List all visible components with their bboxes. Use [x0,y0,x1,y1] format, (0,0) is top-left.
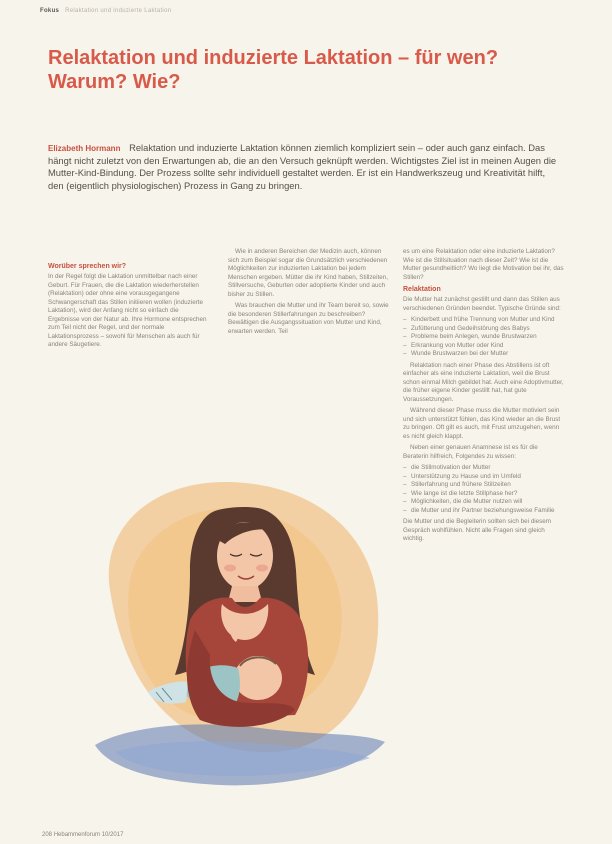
body-paragraph: In der Regel folgt die Laktation unmittelbar nach einer Geburt. Für Frauen, die die Laktation wiederherstellen (Relaktation) oder ohne eine vorausgegangene Schwangerschaft das Stillen initiieren wollen (induzierte Laktation), wird der Anfang nicht so einfach die Ergebnisse von der Natur ab. Ihre Hormone entsprechen zum Teil nicht der Regel, und der normale Laktationsprozess – sowohl für Menschen als auch für andere Säugetiere. [48,273,207,348]
list-item: – Wie lange ist die letzte Stillphase her? [403,490,565,499]
page-number: 208 [42,832,53,838]
body-paragraph: Was brauchen die Mutter und ihr Team bereit so, sowie die besonderen Stillerfahrungen zu beschreiben? Bewältigen die Ausgangssituation von Mutter und Kind, erwarten werden. Teil [228,302,389,335]
body-paragraph: es um eine Relaktation oder eine induzierte Laktation? Wie ist die Stillsituation nach dieser Zeit? Wie ist die Mutter gesundheitlich? Wo liegt die Motivation bei ihr, das Stillen? [403,248,564,281]
list-item: – die Mutter und ihr Partner beziehungsweise Familie [403,507,565,516]
page-footer [42,832,123,838]
column-1 [48,262,210,353]
column-3 [403,248,565,547]
author-name: Elizabeth Hormann [48,144,121,153]
body-paragraph: Neben einer genauen Anamnese ist es für die Beraterin hilfreich, Folgendes zu wissen: [403,444,538,460]
issue: 10/2017 [101,832,124,838]
list-item: – die Stillmotivation der Mutter [403,464,565,473]
body-paragraph: Wie in anderen Bereichen der Medizin auch, können sich zum Beispiel sogar die Grundsätzlich verschiedenen Möglichkeiten zur induzierten Laktation bei jedem Menschen ergeben. Mütter die ihr Kind haben, Stillzeiten, Stillversuche, Geburten oder adoptierte Kinder und auch bisher zu Stillen. [228,248,388,298]
breastfeeding-illustration [90,470,390,790]
section-label: Fokus [40,8,60,14]
section-heading: Relaktation [403,286,441,293]
body-paragraph: Relaktation nach einer Phase des Abstillens ist oft einfacher als eine induzierte Laktation, weil die Brust schon einmal Milch gebildet hat. Auch eine Adoptivmutter, die früher eigene Kinder gestillt hat, hat gute Voraussetzungen. [403,361,564,403]
list-item: – Kinderbett und frühe Trennung von Mutter und Kind [403,316,565,325]
bullet-list [403,316,565,359]
lead-text: Relaktation und induzierte Laktation können ziemlich kompliziert sein – oder auch ganz einfach. Das hängt nicht zuletzt von den Erwartungen ab, die an den Versuch geknüpft werden. Wichtigstes Ziel ist in meinen Augen die Mutter-Kind-Bindung. Der Prozess sollte sehr individuell gestaltet werden. Er ist ein Handwerkszeug und Kreativität hilft, den (eigentlich physiologischen) Prozess in Gang zu bringen. [48,142,557,191]
body-paragraph: Während dieser Phase muss die Mutter motiviert sein und sich unterstützt fühlen, das Kind wieder an die Brust zu bringen. Oft gilt es auch, mit Frust umzugehen, wenn es nicht gleich klappt. [403,407,561,440]
magazine-name: Hebammenforum [53,832,101,838]
bullet-list [403,464,565,515]
section-heading: Worüber sprechen wir? [48,263,127,270]
list-item: – Stillerfahrung und frühere Stillzeiten [403,481,565,490]
list-item: – Zufütterung und Gedeihstörung des Babys [403,325,565,334]
body-paragraph: Die Mutter und die Begleiterin sollten sich bei diesem Gespräch wohlfühlen. Nicht alle Fragen sind gleich wichtig. [403,518,552,542]
list-item: – Probleme beim Anlegen, wunde Brustwarzen [403,333,565,342]
section-subtitle: Relaktation und induzierte Laktation [65,8,172,14]
running-header [40,8,171,14]
list-item: – Möglichkeiten, die die Mutter nutzen will [403,498,565,507]
column-2 [228,248,390,339]
article-title: Relaktation und induzierte Laktation – für wen? Warum? Wie? [48,47,499,93]
body-paragraph: Die Mutter hat zunächst gestillt und dann das Stillen aus verschiedenen Gründen beendet. Typische Gründe sind: [403,296,561,312]
lead-paragraph [48,142,563,192]
list-item: – Wunde Brustwarzen bei der Mutter [403,350,565,359]
list-item: – Erkrankung von Mutter oder Kind [403,342,565,351]
list-item: – Unterstützung zu Hause und im Umfeld [403,473,565,482]
